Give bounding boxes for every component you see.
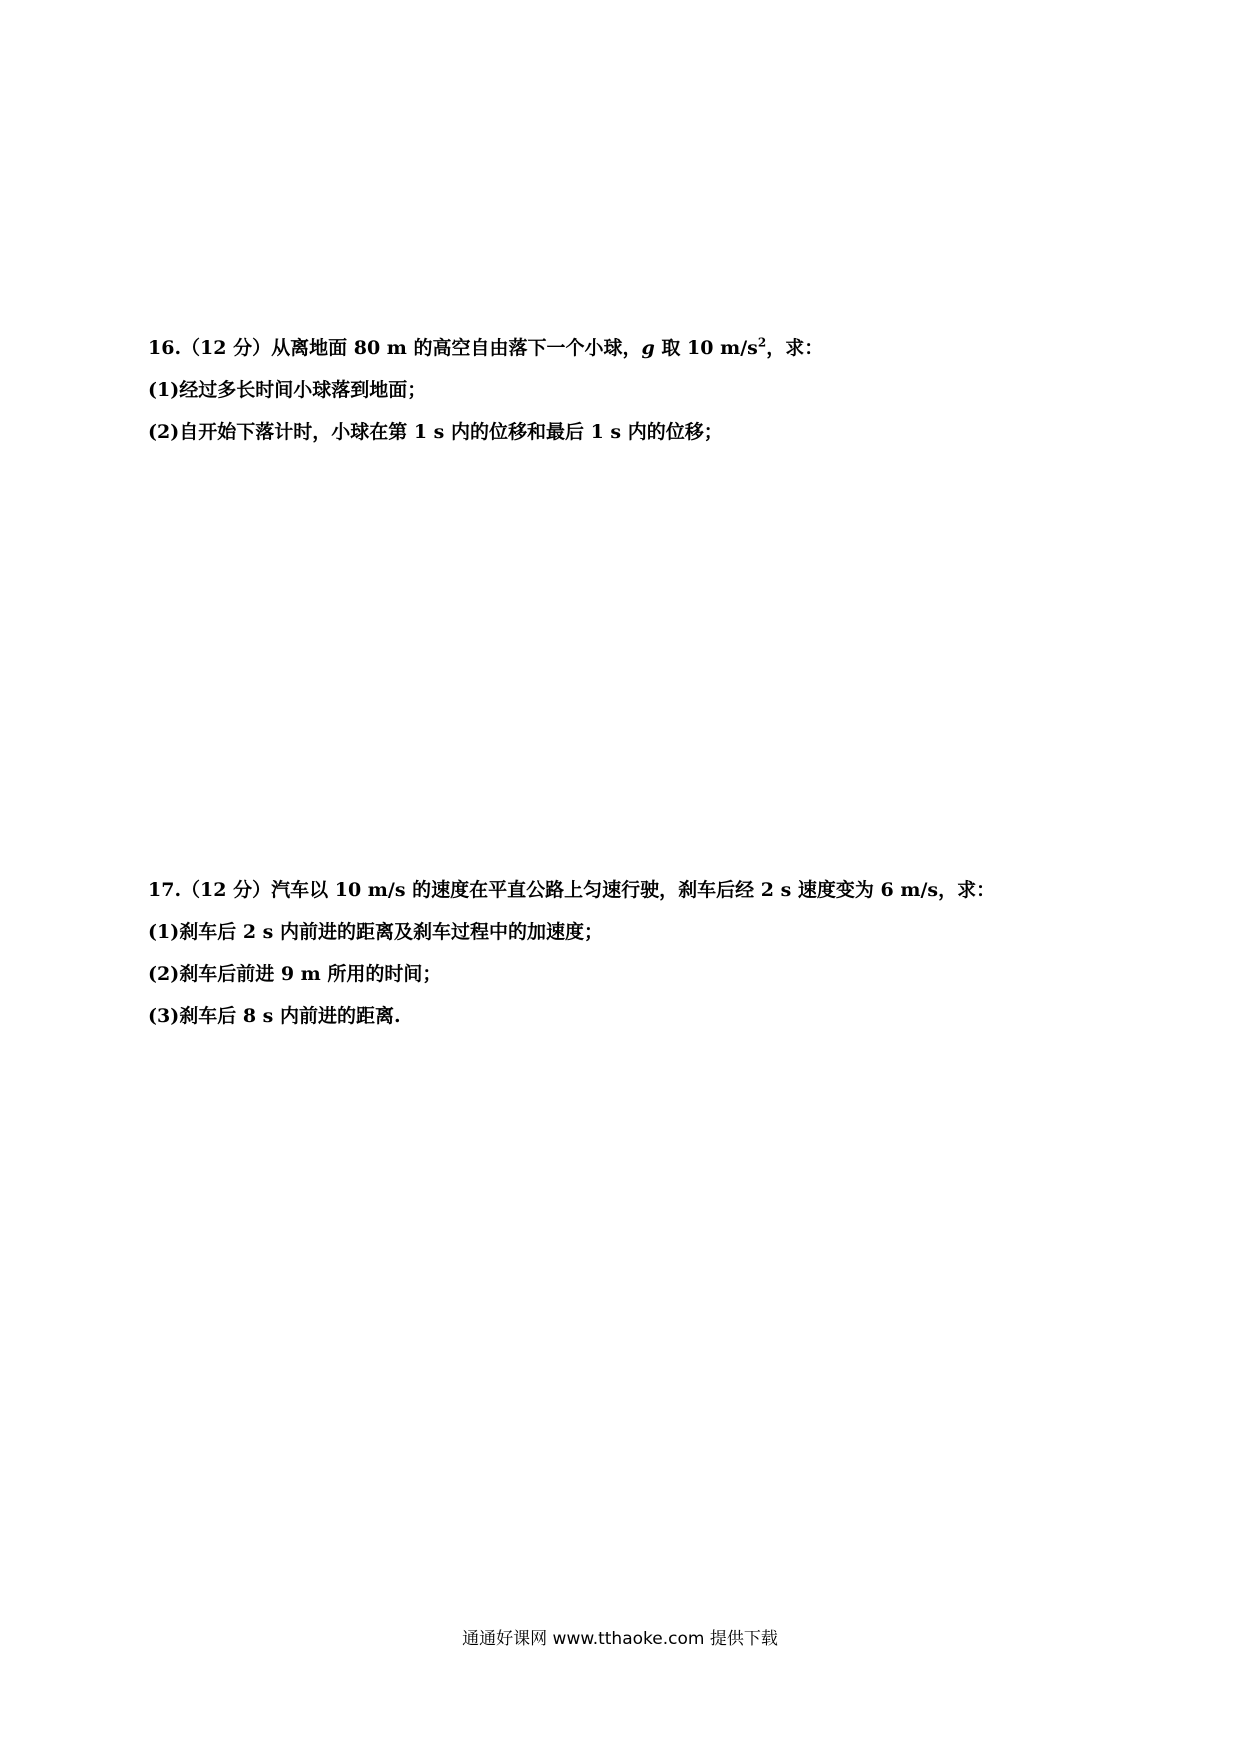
- question-17-part-1: (1)刹车后 2 s 内前进的距离及刹车过程中的加速度；: [148, 921, 603, 943]
- gravity-symbol: g: [641, 337, 655, 359]
- question-16-stem-mid: 取 10 m/s: [654, 337, 758, 359]
- page-footer: [0, 1628, 1240, 1650]
- footer-site-name: 通通好课网: [462, 1629, 548, 1649]
- question-16: [148, 336, 1108, 462]
- exponent: 2: [757, 335, 767, 350]
- footer-suffix: 提供下载: [709, 1629, 778, 1649]
- question-16-stem-prefix: 16.（12 分）从离地面 80 m 的高空自由落下一个小球，: [148, 337, 642, 359]
- question-16-part-1: (1)经过多长时间小球落到地面；: [148, 379, 427, 401]
- footer-url[interactable]: www.tthaoke.com: [552, 1629, 705, 1649]
- question-17-stem: 17.（12 分）汽车以 10 m/s 的速度在平直公路上匀速行驶，刹车后经 2 s 速度变为 6 m/s，求：: [148, 879, 996, 901]
- question-17: [148, 878, 1108, 1046]
- question-16-part-2: (2)自开始下落计时，小球在第 1 s 内的位移和最后 1 s 内的位移；: [148, 421, 723, 443]
- question-16-stem-suffix: ，求：: [766, 337, 824, 359]
- question-17-part-3: (3)刹车后 8 s 内前进的距离.: [148, 1005, 401, 1027]
- question-17-part-2: (2)刹车后前进 9 m 所用的时间；: [148, 963, 442, 985]
- question-16-stem: [148, 336, 1108, 360]
